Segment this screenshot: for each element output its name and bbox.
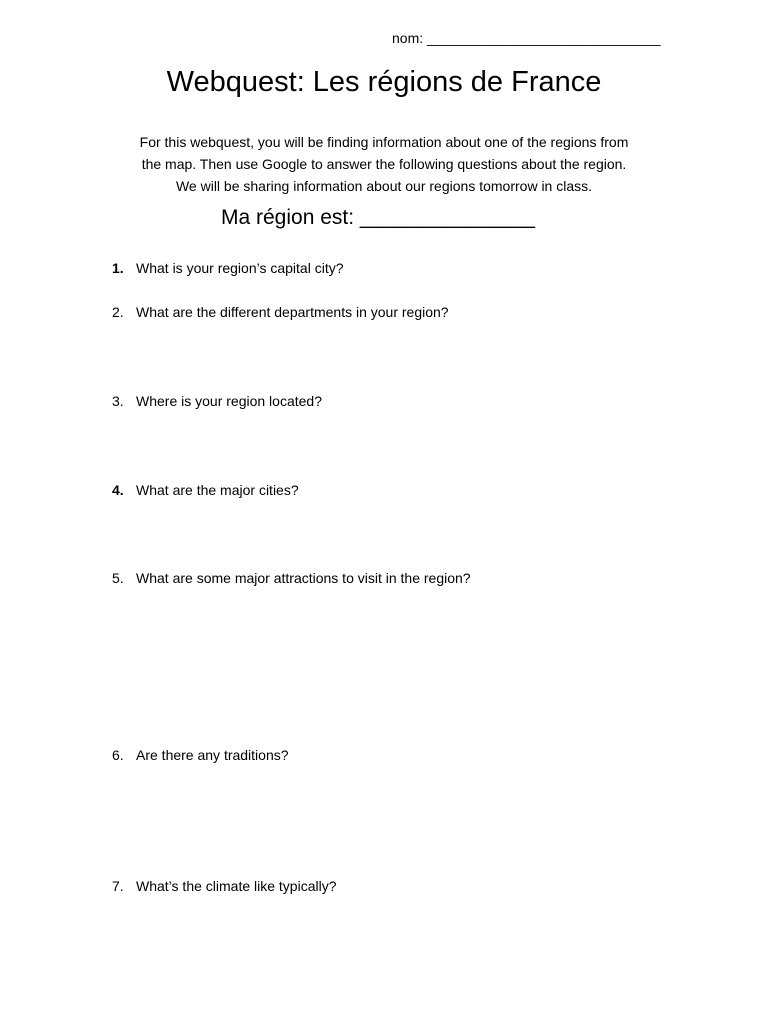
question-text: What’s the climate like typically? [136, 878, 337, 894]
question-number: 6. [112, 747, 124, 763]
question-text: What is your region’s capital city? [136, 260, 344, 276]
region-answer-line[interactable]: Ma région est: _______________ [221, 206, 536, 229]
question-number: 3. [112, 393, 124, 409]
instructions-line: We will be sharing information about our regions tomorrow in class. [175, 178, 593, 194]
page-title: Webquest: Les régions de France [166, 66, 602, 98]
question-4 [112, 482, 299, 498]
question-number: 2. [112, 304, 124, 320]
question-text: What are the different departments in your region? [136, 304, 449, 320]
question-number: 1. [112, 260, 124, 276]
question-7 [112, 878, 336, 894]
question-3 [112, 393, 322, 409]
question-5 [112, 570, 471, 586]
name-field-line[interactable]: nom: ______________________________ [392, 30, 661, 46]
instructions-line: the map. Then use Google to answer the following questions about the region. [141, 156, 627, 172]
question-6 [112, 747, 289, 763]
question-number: 7. [112, 878, 124, 894]
question-text: Are there any traditions? [136, 747, 289, 763]
question-text: What are the major cities? [136, 482, 299, 498]
question-text: Where is your region located? [136, 393, 322, 409]
question-text: What are some major attractions to visit in the region? [136, 570, 471, 586]
instructions-line: For this webquest, you will be finding information about one of the regions from [139, 134, 629, 150]
question-number: 4. [112, 482, 124, 498]
question-1 [112, 260, 344, 276]
question-number: 5. [112, 570, 124, 586]
question-2 [112, 304, 449, 320]
instructions-paragraph [64, 131, 704, 197]
